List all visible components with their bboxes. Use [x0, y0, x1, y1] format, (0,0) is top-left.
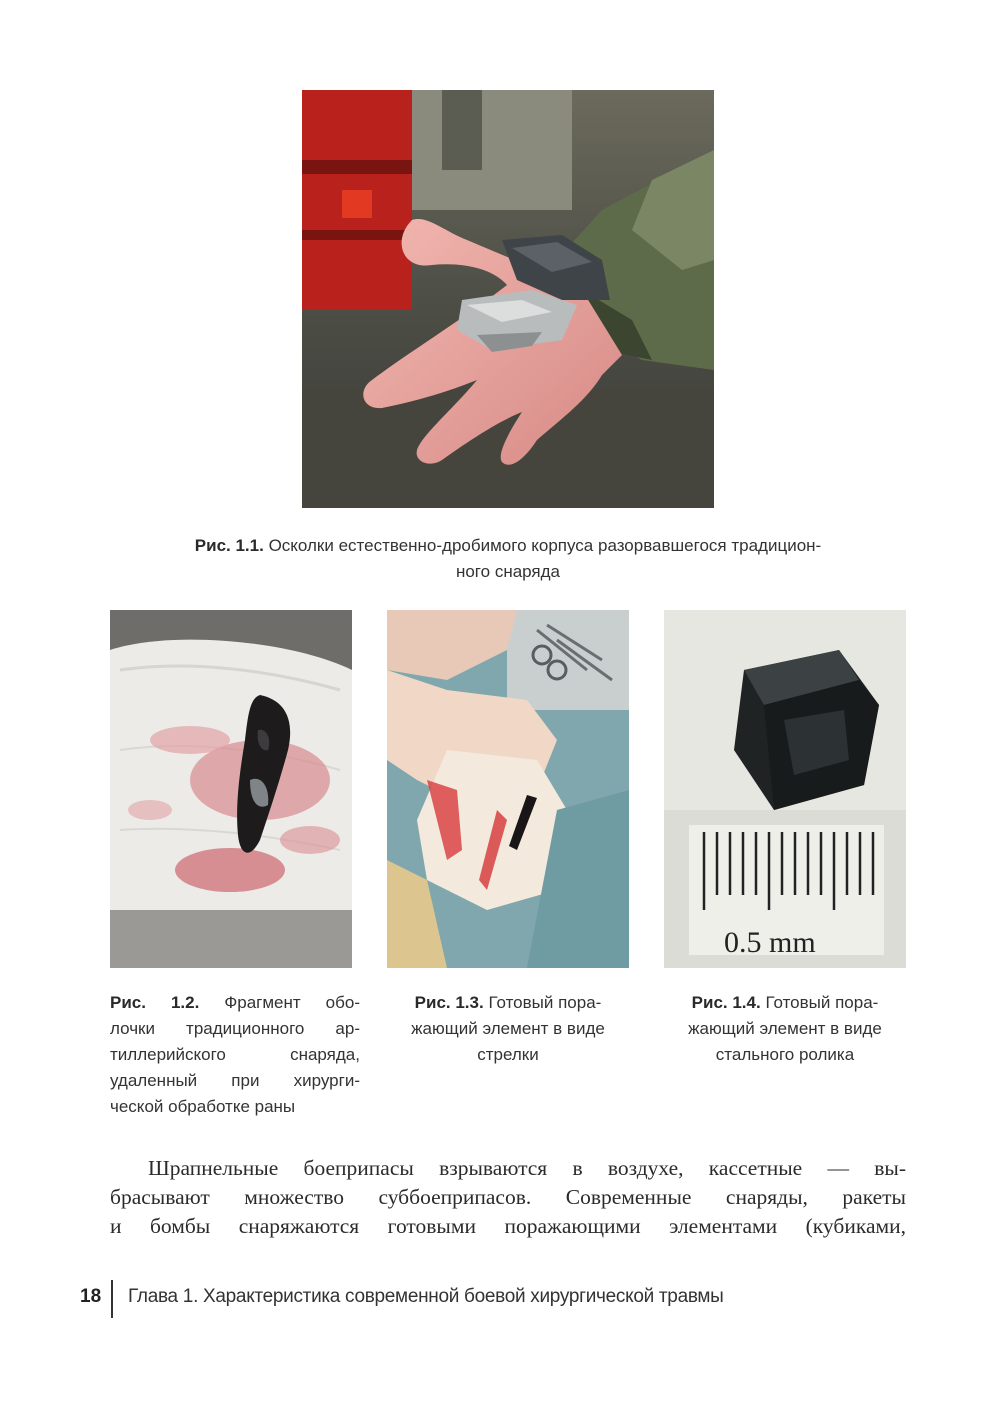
figure-1-3-caption-line: стрелки [477, 1045, 539, 1064]
page-footer [0, 1280, 1000, 1320]
figure-1-2-photo [110, 610, 352, 968]
body-line: и бомбы снаряжаются готовыми поражающими элементами (кубиками, [110, 1214, 906, 1238]
figure-1-3-photo [387, 610, 629, 968]
figure-1-4-photo [664, 610, 906, 968]
figure-1-3-caption [385, 990, 631, 1068]
body-paragraph [110, 1154, 906, 1241]
footer-divider [111, 1280, 113, 1318]
figure-1-4-label: Рис. 1.4. [691, 993, 761, 1012]
body-line: брасывают множество суббоеприпасов. Современные снаряды, ракеты [110, 1185, 906, 1209]
figure-1-3-label: Рис. 1.3. [414, 993, 484, 1012]
figure-1-4-caption-line: Готовый пора- [765, 993, 879, 1012]
figure-1-2-label: Рис. 1.2. [110, 993, 200, 1012]
figure-1-1-label: Рис. 1.1. [194, 536, 264, 555]
figure-1-4-caption-line: стального ролика [715, 1045, 855, 1064]
figure-1-4-scale-label: 0.5 mm [724, 926, 816, 959]
running-head: Глава 1. Характеристика современной боевой хирургической травмы [128, 1286, 724, 1307]
figure-1-2-caption-line: удаленный при хирурги- [110, 1071, 360, 1090]
figure-1-2-caption-line: лочки традиционного ар- [110, 1019, 360, 1038]
figure-1-2-caption-line: ческой обработке раны [110, 1097, 296, 1116]
figure-1-1-caption-line: ного снаряда [455, 562, 561, 581]
figure-1-4-caption [662, 990, 908, 1068]
figure-1-3-caption-line: жающий элемент в виде [411, 1019, 605, 1038]
figure-1-2-caption [110, 990, 360, 1120]
figure-1-2-caption-line: Фрагмент обо- [224, 993, 360, 1012]
figure-1-3-caption-line: Готовый пора- [488, 993, 602, 1012]
page-number: 18 [80, 1286, 102, 1307]
figure-1-1-photo [302, 90, 714, 508]
body-line: Шрапнельные боеприпасы взрываются в воздухе, кассетные — вы- [148, 1156, 906, 1180]
figure-1-1-caption [110, 533, 906, 585]
figure-1-1-caption-line: Осколки естественно-дробимого корпуса разорвавшегося традицион- [268, 536, 822, 555]
figure-1-2-caption-line: тиллерийского снаряда, [110, 1045, 360, 1064]
figure-1-4-caption-line: жающий элемент в виде [688, 1019, 882, 1038]
